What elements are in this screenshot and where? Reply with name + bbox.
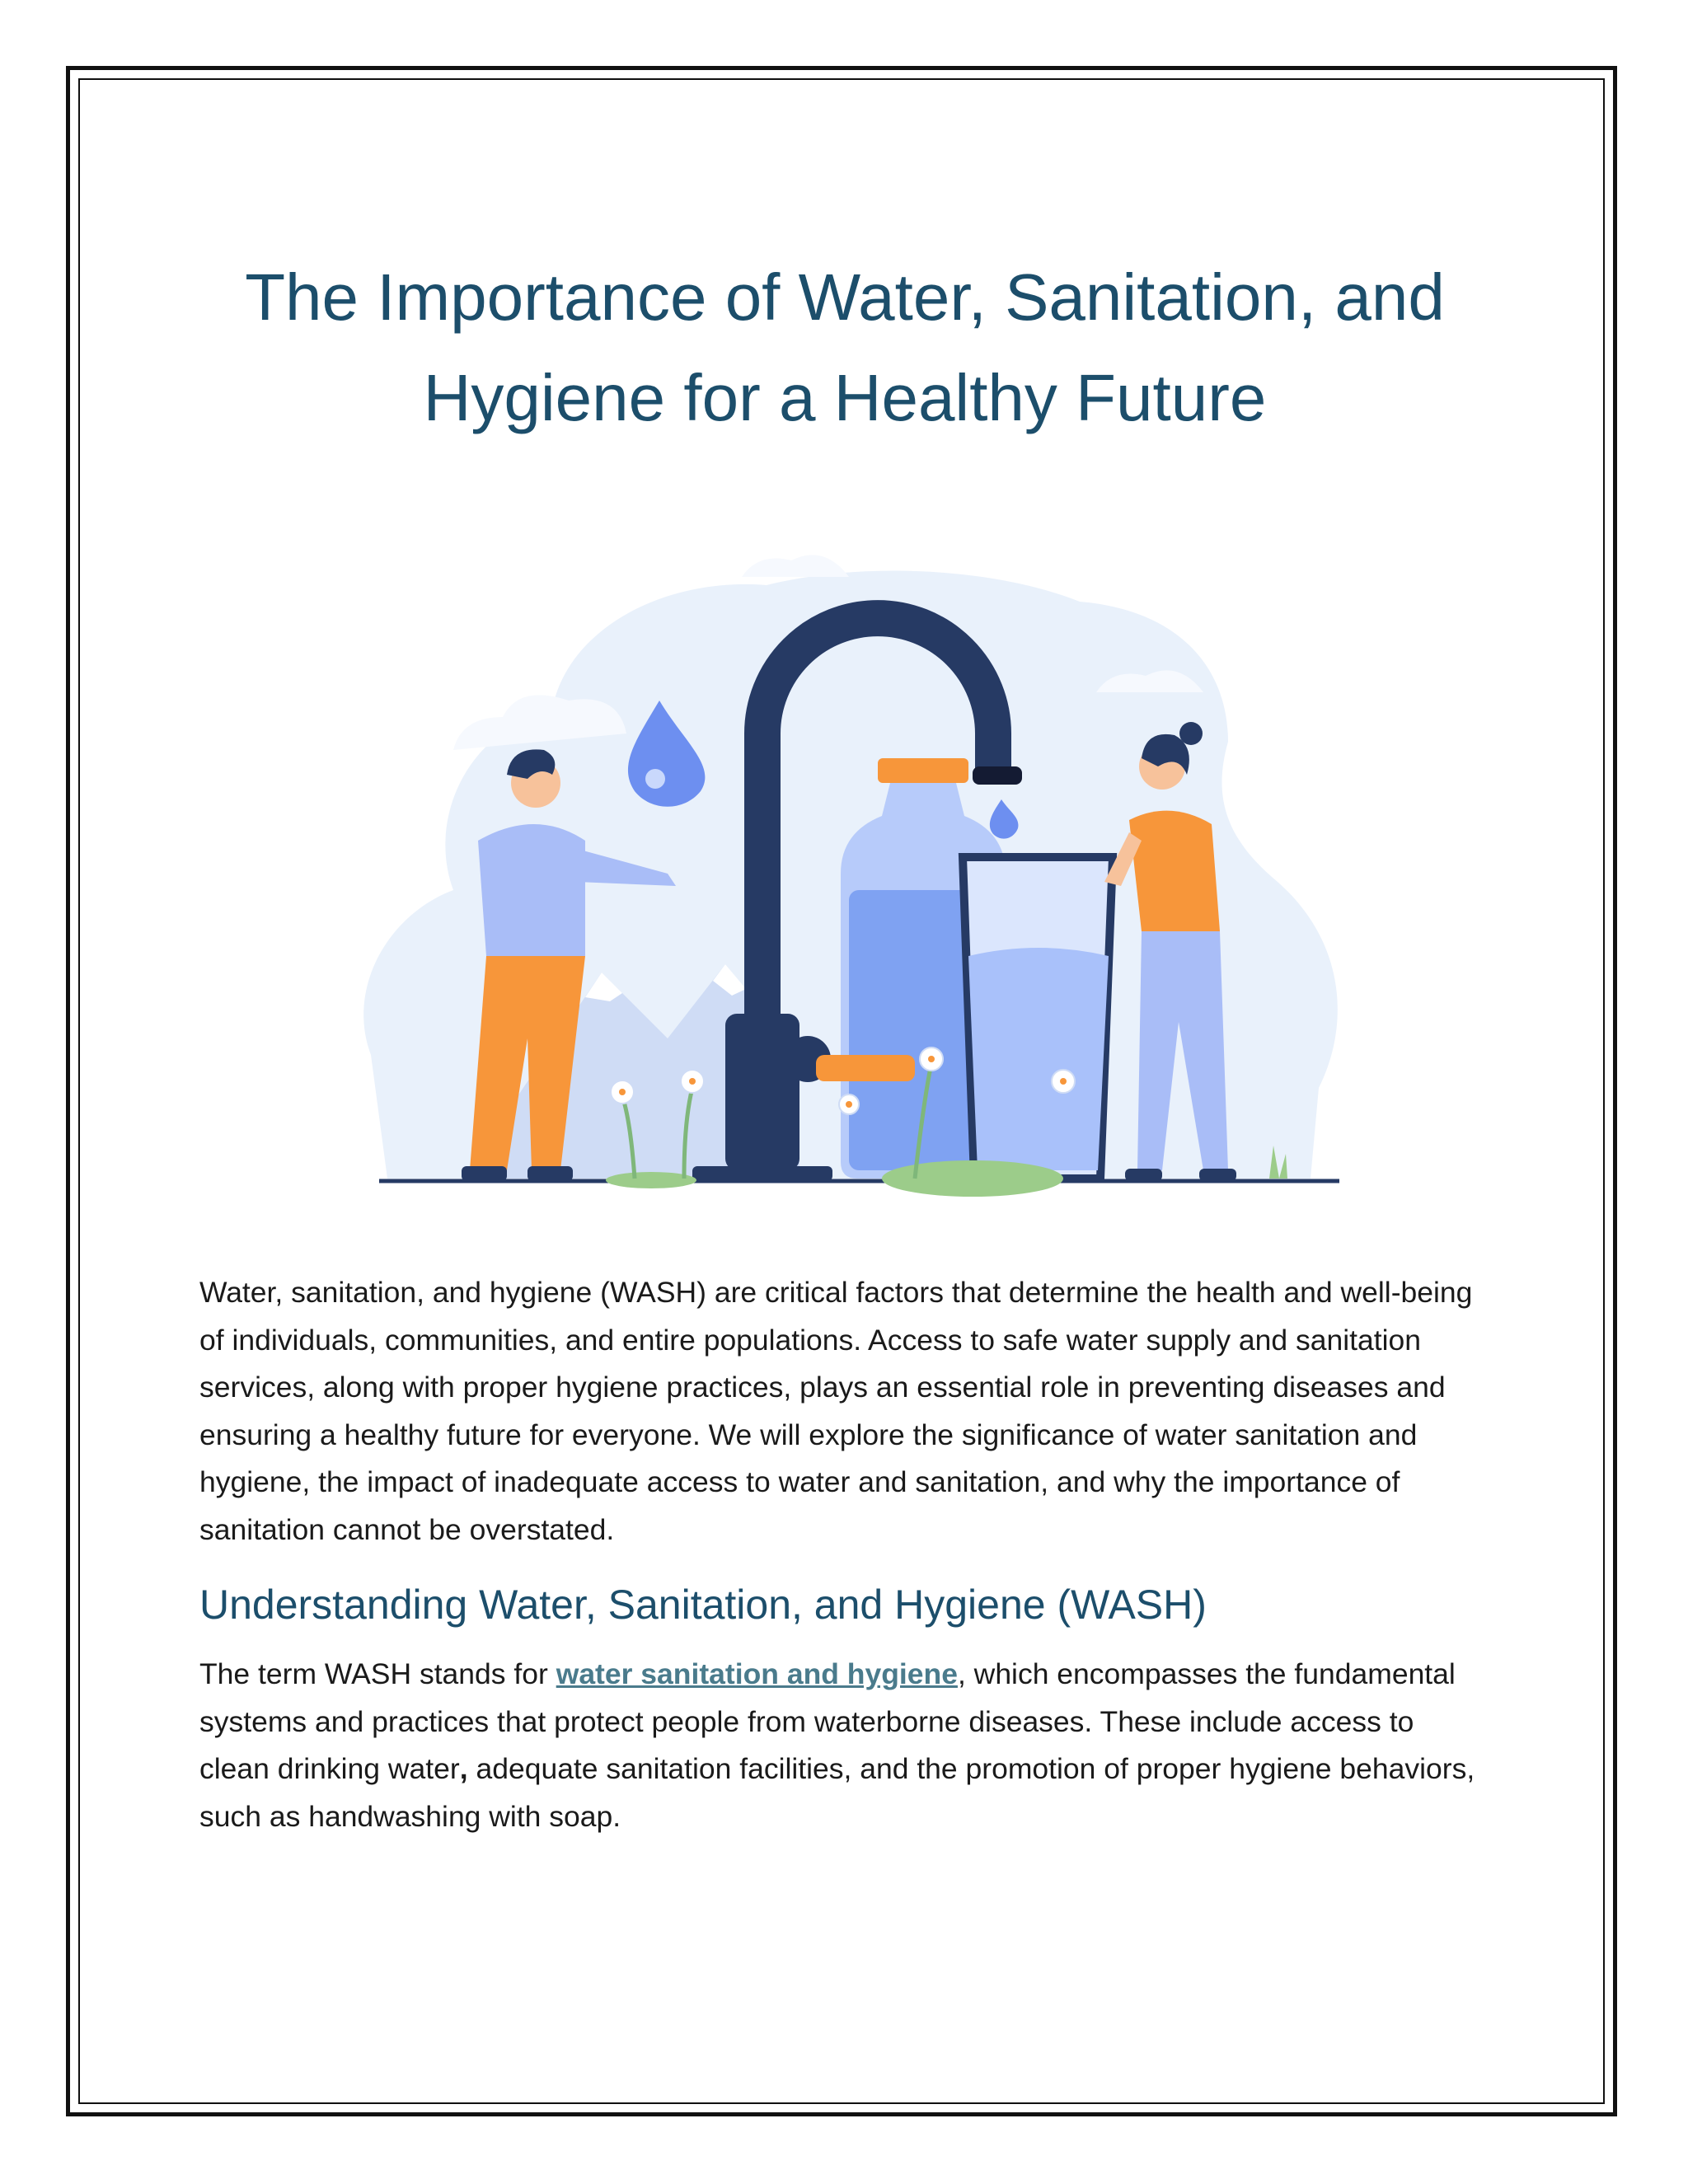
bottle-cap [878,758,968,783]
grass-mound [882,1160,1063,1197]
woman-torso [1129,811,1220,931]
woman-bun [1179,722,1203,745]
section-text-after-link: , which encompasses the fundamental systems and practices that protect people from waterborne diseases. These include access to clean drinking water [199,1657,1456,1785]
woman-shoe [1199,1169,1236,1181]
faucet-base [725,1014,799,1170]
man-torso [478,824,585,956]
page-title [148,247,1541,448]
faucet-handle [816,1055,915,1081]
man-shoe [462,1166,507,1181]
drop-highlight [645,769,665,789]
bold-comma: , [459,1752,468,1785]
title-line-2: Hygiene for a Healthy Future [423,361,1267,434]
title-line-1: The Importance of Water, Sanitation, and [245,260,1445,334]
section-text-before-link: The term WASH stands for [199,1657,556,1690]
section-text-after-comma: adequate sanitation facilities, and the promotion of proper hygiene behaviors, such as handwashing with soap. [199,1752,1475,1833]
wash-illustration [338,527,1368,1203]
woman-shoe [1125,1169,1162,1181]
section-paragraph [199,1651,1485,1840]
man-shoe [528,1166,573,1181]
intro-paragraph: Water, sanitation, and hygiene (WASH) are critical factors that determine the health and well-being of individuals, communities, and entire populations. Access to safe water supply and sanitation services, along with proper hygiene practices, plays an essential role in preventing diseases and ensuring a healthy future for everyone. We will explore the significance of water sanitation and hygiene, the impact of inadequate access to water and sanitation, and why the importance of sanitation cannot be overstated. [199,1276,1473,1546]
cloud-shape [742,555,849,577]
section-heading: Understanding Water, Sanitation, and Hygiene (WASH) [199,1582,1207,1628]
glass-water [968,948,1109,1170]
faucet-spout [973,766,1022,785]
wash-link[interactable]: water sanitation and hygiene [556,1657,958,1690]
faucet-foot [692,1166,832,1181]
